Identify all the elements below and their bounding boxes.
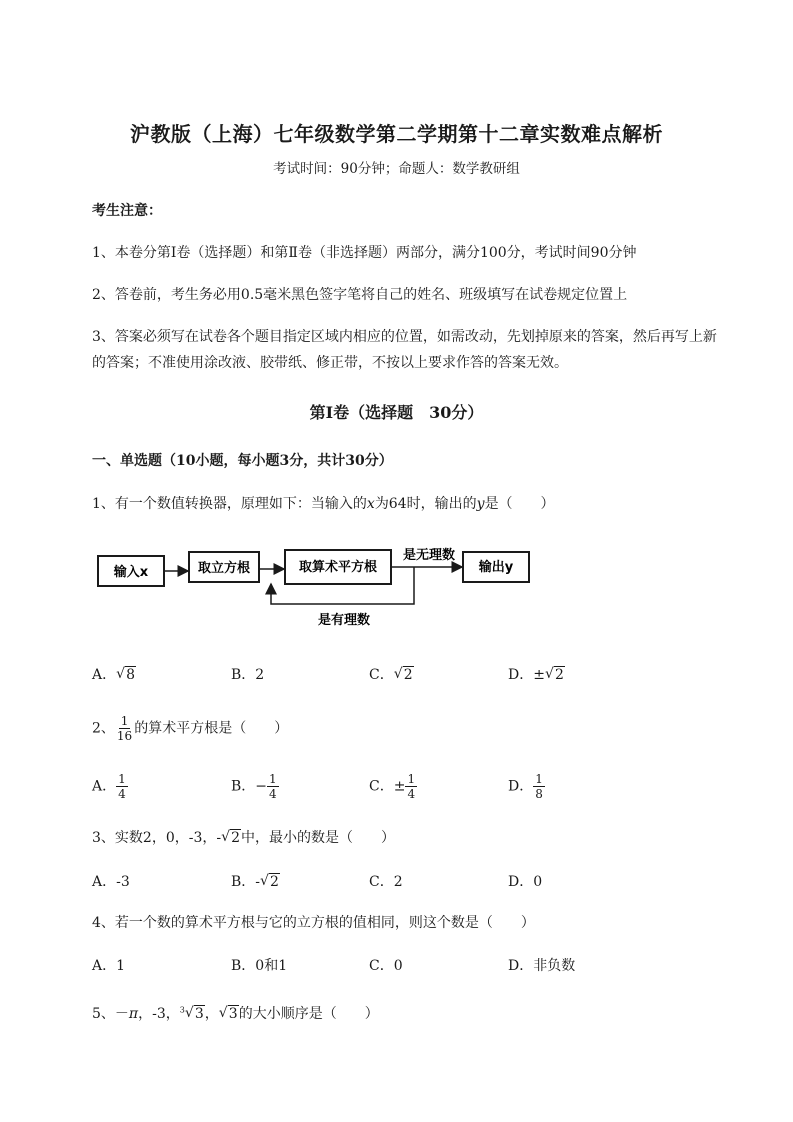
fraction: $\frac{1}{16}$: [116, 714, 133, 743]
fraction: $\frac{1}{8}$: [535, 772, 543, 801]
q1-option-a: A． √ 8: [92, 666, 136, 683]
q1-option-c: C． √ 2: [369, 666, 413, 683]
cube-root-sign: √ 3: [184, 1005, 204, 1022]
pi-symbol: π: [128, 1006, 139, 1022]
q1-option-b: B．2: [231, 667, 265, 683]
q1-option-d: D．± √ 2: [508, 666, 564, 683]
notice-item-3-cont: 的答案；不准使用涂改液、胶带纸、修正带，不按以上要求作答的答案无效。: [92, 355, 568, 371]
sqrt-sign: √ 2: [221, 829, 241, 846]
q2-option-d: D． $\frac{1}{8}$: [508, 772, 543, 801]
fraction: $\frac{1}{4}$: [407, 772, 416, 801]
var-x: x: [366, 496, 375, 512]
flow-label-irrational: 是无理数: [402, 548, 456, 563]
flow-label-rational: 是有理数: [317, 613, 371, 628]
part-heading: 一、单选题（10小题，每小题3分，共计30分）: [92, 453, 393, 469]
q3-option-a: A．-3: [92, 874, 130, 890]
page-title: 沪教版（上海）七年级数学第二学期第十二章实数难点解析: [130, 122, 663, 146]
q2-option-c: C．± $\frac{1}{4}$: [369, 772, 416, 801]
q4-option-b: B．0和1: [231, 958, 288, 974]
flow-box-sqrt-label: 取算术平方根: [298, 560, 378, 575]
q4-option-a: A．1: [92, 958, 126, 974]
sqrt-sign: √ 2: [393, 666, 413, 683]
section-title: 第Ⅰ卷（选择题 30分）: [309, 403, 484, 422]
question-2: 2、 $\frac{1}{16}$ 的算术平方根是（ ）: [92, 714, 289, 743]
notice-item-3: 3、答案必须写在试卷各个题目指定区域内相应的位置，如需改动，先划掉原来的答案，然后再写上新: [92, 329, 717, 345]
converter-flowchart: [92, 540, 552, 640]
q4-option-c: C．0: [369, 958, 403, 974]
sqrt-sign: √ 8: [116, 666, 136, 683]
flow-box-input-label: 输入x: [113, 565, 149, 580]
exam-subtitle: 考试时间：90分钟；命题人：数学教研组: [273, 161, 520, 177]
q3-option-b: B．- √ 2: [231, 873, 279, 890]
question-3: 3、实数2，0，-3，- √ 2中，最小的数是（ ）: [92, 829, 396, 846]
notice-heading: 考生注意：: [92, 203, 162, 219]
var-y: y: [476, 496, 485, 512]
question-1: 1、有一个数值转换器，原理如下：当输入的x为64时，输出的y是（ ）: [92, 496, 555, 512]
q3-option-c: C．2: [369, 874, 403, 890]
sqrt-sign: √ 2: [544, 666, 564, 683]
q2-option-a: A． $\frac{1}{4}$: [92, 772, 126, 801]
flow-box-output-label: 输出y: [478, 560, 514, 575]
notice-item-1: 1、本卷分第Ⅰ卷（选择题）和第Ⅱ卷（非选择题）两部分，满分100分，考试时间90分钟: [92, 245, 637, 261]
sqrt-sign: √ 3: [218, 1005, 238, 1022]
cube-root-index: 3: [179, 1005, 185, 1015]
fraction: $\frac{1}{4}$: [118, 772, 126, 801]
q3-option-d: D．0: [508, 874, 543, 890]
question-4: 4、若一个数的算术平方根与它的立方根的值相同，则这个数是（ ）: [92, 915, 535, 931]
q2-option-b: B．− $\frac{1}{4}$: [231, 772, 277, 801]
fraction: $\frac{1}{4}$: [269, 772, 277, 801]
notice-item-2: 2、答卷前，考生务必用0.5毫米黑色签字笔将自己的姓名、班级填写在试卷规定位置上: [92, 287, 628, 303]
flow-box-cube-root-label: 取立方根: [197, 561, 251, 576]
q4-option-d: D．非负数: [508, 958, 576, 974]
sqrt-sign: √ 2: [260, 873, 279, 890]
question-5: 5、－π，-3，$^3$ √ 3， √ 3的大小顺序是（ ）: [92, 1005, 379, 1022]
